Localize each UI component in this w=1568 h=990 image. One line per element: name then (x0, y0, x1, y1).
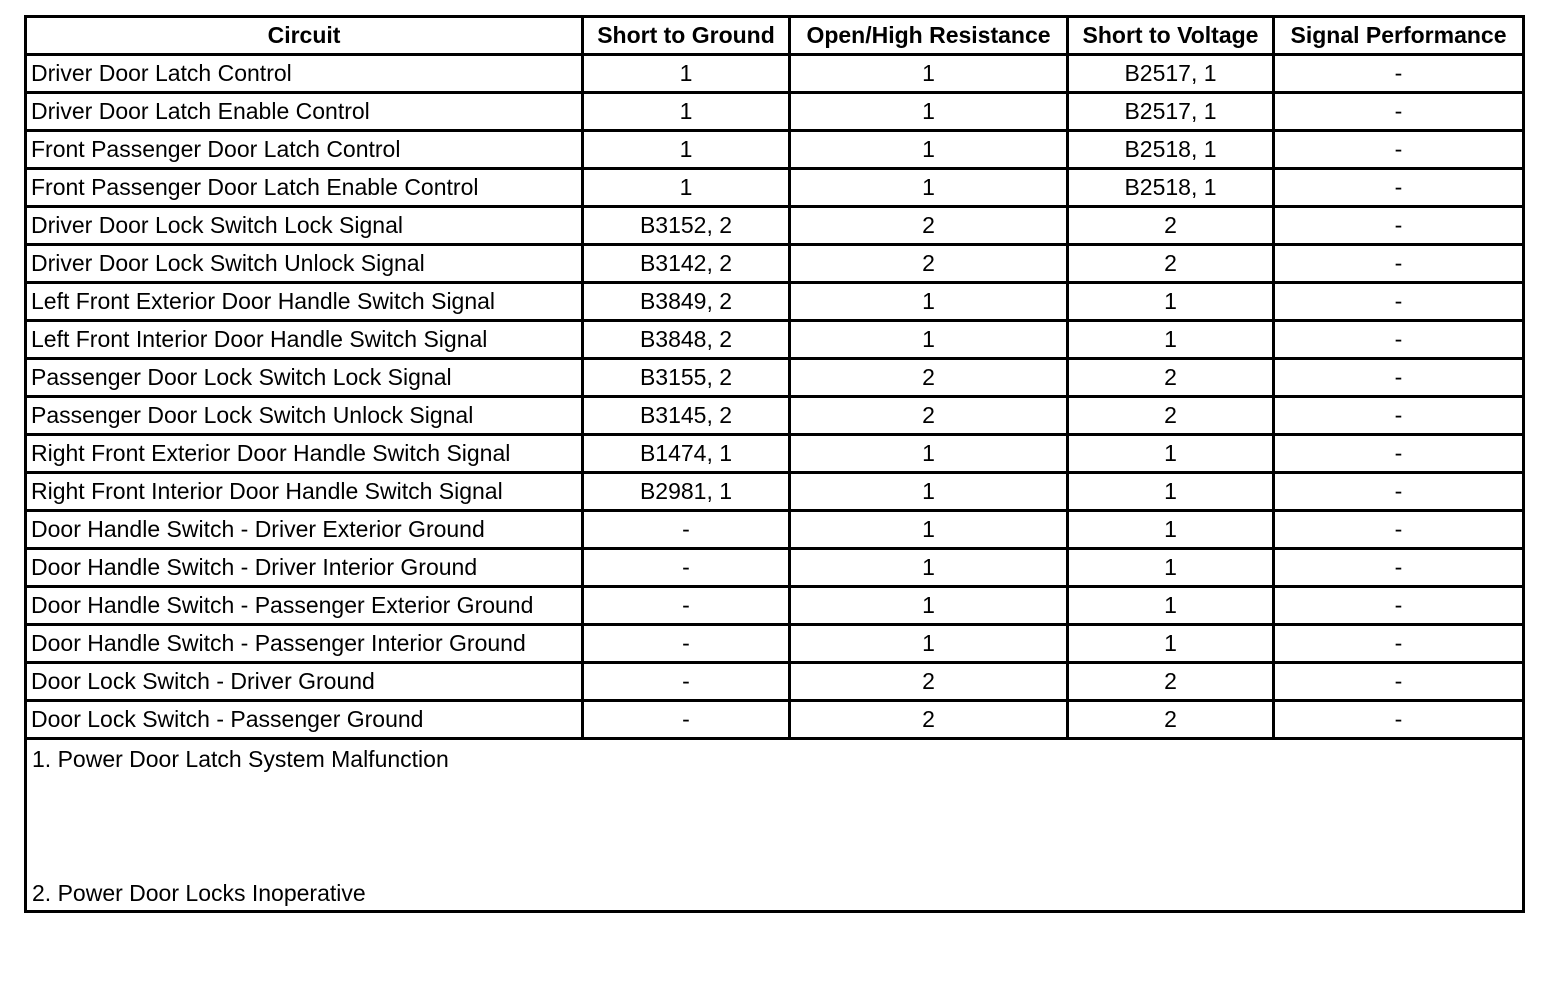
signal-performance-cell: - (1274, 55, 1524, 93)
signal-performance-cell: - (1274, 701, 1524, 739)
circuit-cell: Front Passenger Door Latch Enable Control (26, 169, 583, 207)
open-high-resistance-cell: 1 (790, 549, 1068, 587)
short-to-voltage-cell: 1 (1068, 283, 1274, 321)
short-to-ground-cell: B3152, 2 (583, 207, 790, 245)
open-high-resistance-cell: 1 (790, 625, 1068, 663)
signal-performance-cell: - (1274, 207, 1524, 245)
signal-performance-cell: - (1274, 169, 1524, 207)
table-row (26, 549, 1524, 587)
short-to-voltage-cell: B2518, 1 (1068, 131, 1274, 169)
open-high-resistance-cell: 1 (790, 321, 1068, 359)
table-row (26, 359, 1524, 397)
open-high-resistance-cell: 2 (790, 245, 1068, 283)
short-to-voltage-cell: 2 (1068, 245, 1274, 283)
open-high-resistance-cell: 2 (790, 663, 1068, 701)
signal-performance-cell: - (1274, 321, 1524, 359)
short-to-voltage-cell: B2517, 1 (1068, 93, 1274, 131)
header-row (26, 17, 1524, 55)
short-to-ground-cell: B3145, 2 (583, 397, 790, 435)
table-row (26, 587, 1524, 625)
circuit-cell: Right Front Exterior Door Handle Switch Signal (26, 435, 583, 473)
short-to-voltage-cell: 1 (1068, 321, 1274, 359)
table-row (26, 93, 1524, 131)
short-to-ground-cell: - (583, 549, 790, 587)
short-to-voltage-cell: 1 (1068, 473, 1274, 511)
short-to-ground-cell: B3142, 2 (583, 245, 790, 283)
circuit-cell: Left Front Interior Door Handle Switch Signal (26, 321, 583, 359)
open-high-resistance-cell: 1 (790, 435, 1068, 473)
header-signal-performance: Signal Performance (1274, 17, 1524, 55)
circuit-cell: Driver Door Lock Switch Unlock Signal (26, 245, 583, 283)
short-to-ground-cell: - (583, 701, 790, 739)
short-to-voltage-cell: B2517, 1 (1068, 55, 1274, 93)
table-row (26, 435, 1524, 473)
open-high-resistance-cell: 1 (790, 55, 1068, 93)
signal-performance-cell: - (1274, 549, 1524, 587)
short-to-voltage-cell: 2 (1068, 207, 1274, 245)
open-high-resistance-cell: 1 (790, 169, 1068, 207)
table-row (26, 321, 1524, 359)
note-2: 2. Power Door Locks Inoperative (32, 880, 366, 906)
signal-performance-cell: - (1274, 93, 1524, 131)
short-to-voltage-cell: 1 (1068, 625, 1274, 663)
signal-performance-cell: - (1274, 511, 1524, 549)
signal-performance-cell: - (1274, 625, 1524, 663)
open-high-resistance-cell: 1 (790, 587, 1068, 625)
circuit-cell: Right Front Interior Door Handle Switch Signal (26, 473, 583, 511)
signal-performance-cell: - (1274, 245, 1524, 283)
open-high-resistance-cell: 2 (790, 701, 1068, 739)
circuit-cell: Driver Door Latch Enable Control (26, 93, 583, 131)
circuit-cell: Passenger Door Lock Switch Lock Signal (26, 359, 583, 397)
circuit-cell: Driver Door Lock Switch Lock Signal (26, 207, 583, 245)
short-to-voltage-cell: 2 (1068, 701, 1274, 739)
short-to-voltage-cell: 1 (1068, 511, 1274, 549)
open-high-resistance-cell: 2 (790, 359, 1068, 397)
circuit-cell: Door Handle Switch - Driver Interior Ground (26, 549, 583, 587)
signal-performance-cell: - (1274, 397, 1524, 435)
short-to-ground-cell: 1 (583, 131, 790, 169)
circuit-cell: Door Lock Switch - Passenger Ground (26, 701, 583, 739)
circuit-cell: Passenger Door Lock Switch Unlock Signal (26, 397, 583, 435)
open-high-resistance-cell: 1 (790, 93, 1068, 131)
table-row (26, 625, 1524, 663)
table-row (26, 245, 1524, 283)
short-to-ground-cell: 1 (583, 55, 790, 93)
short-to-voltage-cell: 2 (1068, 397, 1274, 435)
table-row (26, 511, 1524, 549)
short-to-ground-cell: B3155, 2 (583, 359, 790, 397)
short-to-voltage-cell: 1 (1068, 587, 1274, 625)
signal-performance-cell: - (1274, 473, 1524, 511)
short-to-ground-cell: - (583, 663, 790, 701)
short-to-voltage-cell: B2518, 1 (1068, 169, 1274, 207)
short-to-voltage-cell: 1 (1068, 549, 1274, 587)
circuit-cell: Left Front Exterior Door Handle Switch Signal (26, 283, 583, 321)
signal-performance-cell: - (1274, 435, 1524, 473)
table-row (26, 473, 1524, 511)
table-row (26, 131, 1524, 169)
short-to-ground-cell: - (583, 625, 790, 663)
short-to-ground-cell: 1 (583, 93, 790, 131)
short-to-ground-cell: B2981, 1 (583, 473, 790, 511)
header-open-high-resistance: Open/High Resistance (790, 17, 1068, 55)
table-row (26, 283, 1524, 321)
header-short-to-ground: Short to Ground (583, 17, 790, 55)
short-to-ground-cell: B3849, 2 (583, 283, 790, 321)
short-to-voltage-cell: 2 (1068, 359, 1274, 397)
notes-cell (26, 739, 1524, 912)
short-to-ground-cell: 1 (583, 169, 790, 207)
signal-performance-cell: - (1274, 663, 1524, 701)
open-high-resistance-cell: 2 (790, 207, 1068, 245)
table-row (26, 207, 1524, 245)
header-circuit: Circuit (26, 17, 583, 55)
open-high-resistance-cell: 1 (790, 473, 1068, 511)
circuit-cell: Door Handle Switch - Passenger Interior Ground (26, 625, 583, 663)
notes-row (26, 739, 1524, 912)
table-row (26, 169, 1524, 207)
signal-performance-cell: - (1274, 283, 1524, 321)
circuit-cell: Driver Door Latch Control (26, 55, 583, 93)
circuit-cell: Door Lock Switch - Driver Ground (26, 663, 583, 701)
signal-performance-cell: - (1274, 587, 1524, 625)
open-high-resistance-cell: 1 (790, 283, 1068, 321)
signal-performance-cell: - (1274, 131, 1524, 169)
signal-performance-cell: - (1274, 359, 1524, 397)
table-row (26, 701, 1524, 739)
header-short-to-voltage: Short to Voltage (1068, 17, 1274, 55)
circuit-cell: Door Handle Switch - Passenger Exterior Ground (26, 587, 583, 625)
circuit-cell: Door Handle Switch - Driver Exterior Ground (26, 511, 583, 549)
short-to-voltage-cell: 1 (1068, 435, 1274, 473)
short-to-ground-cell: - (583, 511, 790, 549)
table-row (26, 55, 1524, 93)
open-high-resistance-cell: 2 (790, 397, 1068, 435)
table-row (26, 663, 1524, 701)
open-high-resistance-cell: 1 (790, 131, 1068, 169)
short-to-ground-cell: B3848, 2 (583, 321, 790, 359)
short-to-voltage-cell: 2 (1068, 663, 1274, 701)
short-to-ground-cell: B1474, 1 (583, 435, 790, 473)
table-body (26, 55, 1524, 739)
table-row (26, 397, 1524, 435)
open-high-resistance-cell: 1 (790, 511, 1068, 549)
short-to-ground-cell: - (583, 587, 790, 625)
circuit-diagnosis-table (24, 15, 1525, 913)
note-1: 1. Power Door Latch System Malfunction (32, 746, 449, 772)
circuit-cell: Front Passenger Door Latch Control (26, 131, 583, 169)
